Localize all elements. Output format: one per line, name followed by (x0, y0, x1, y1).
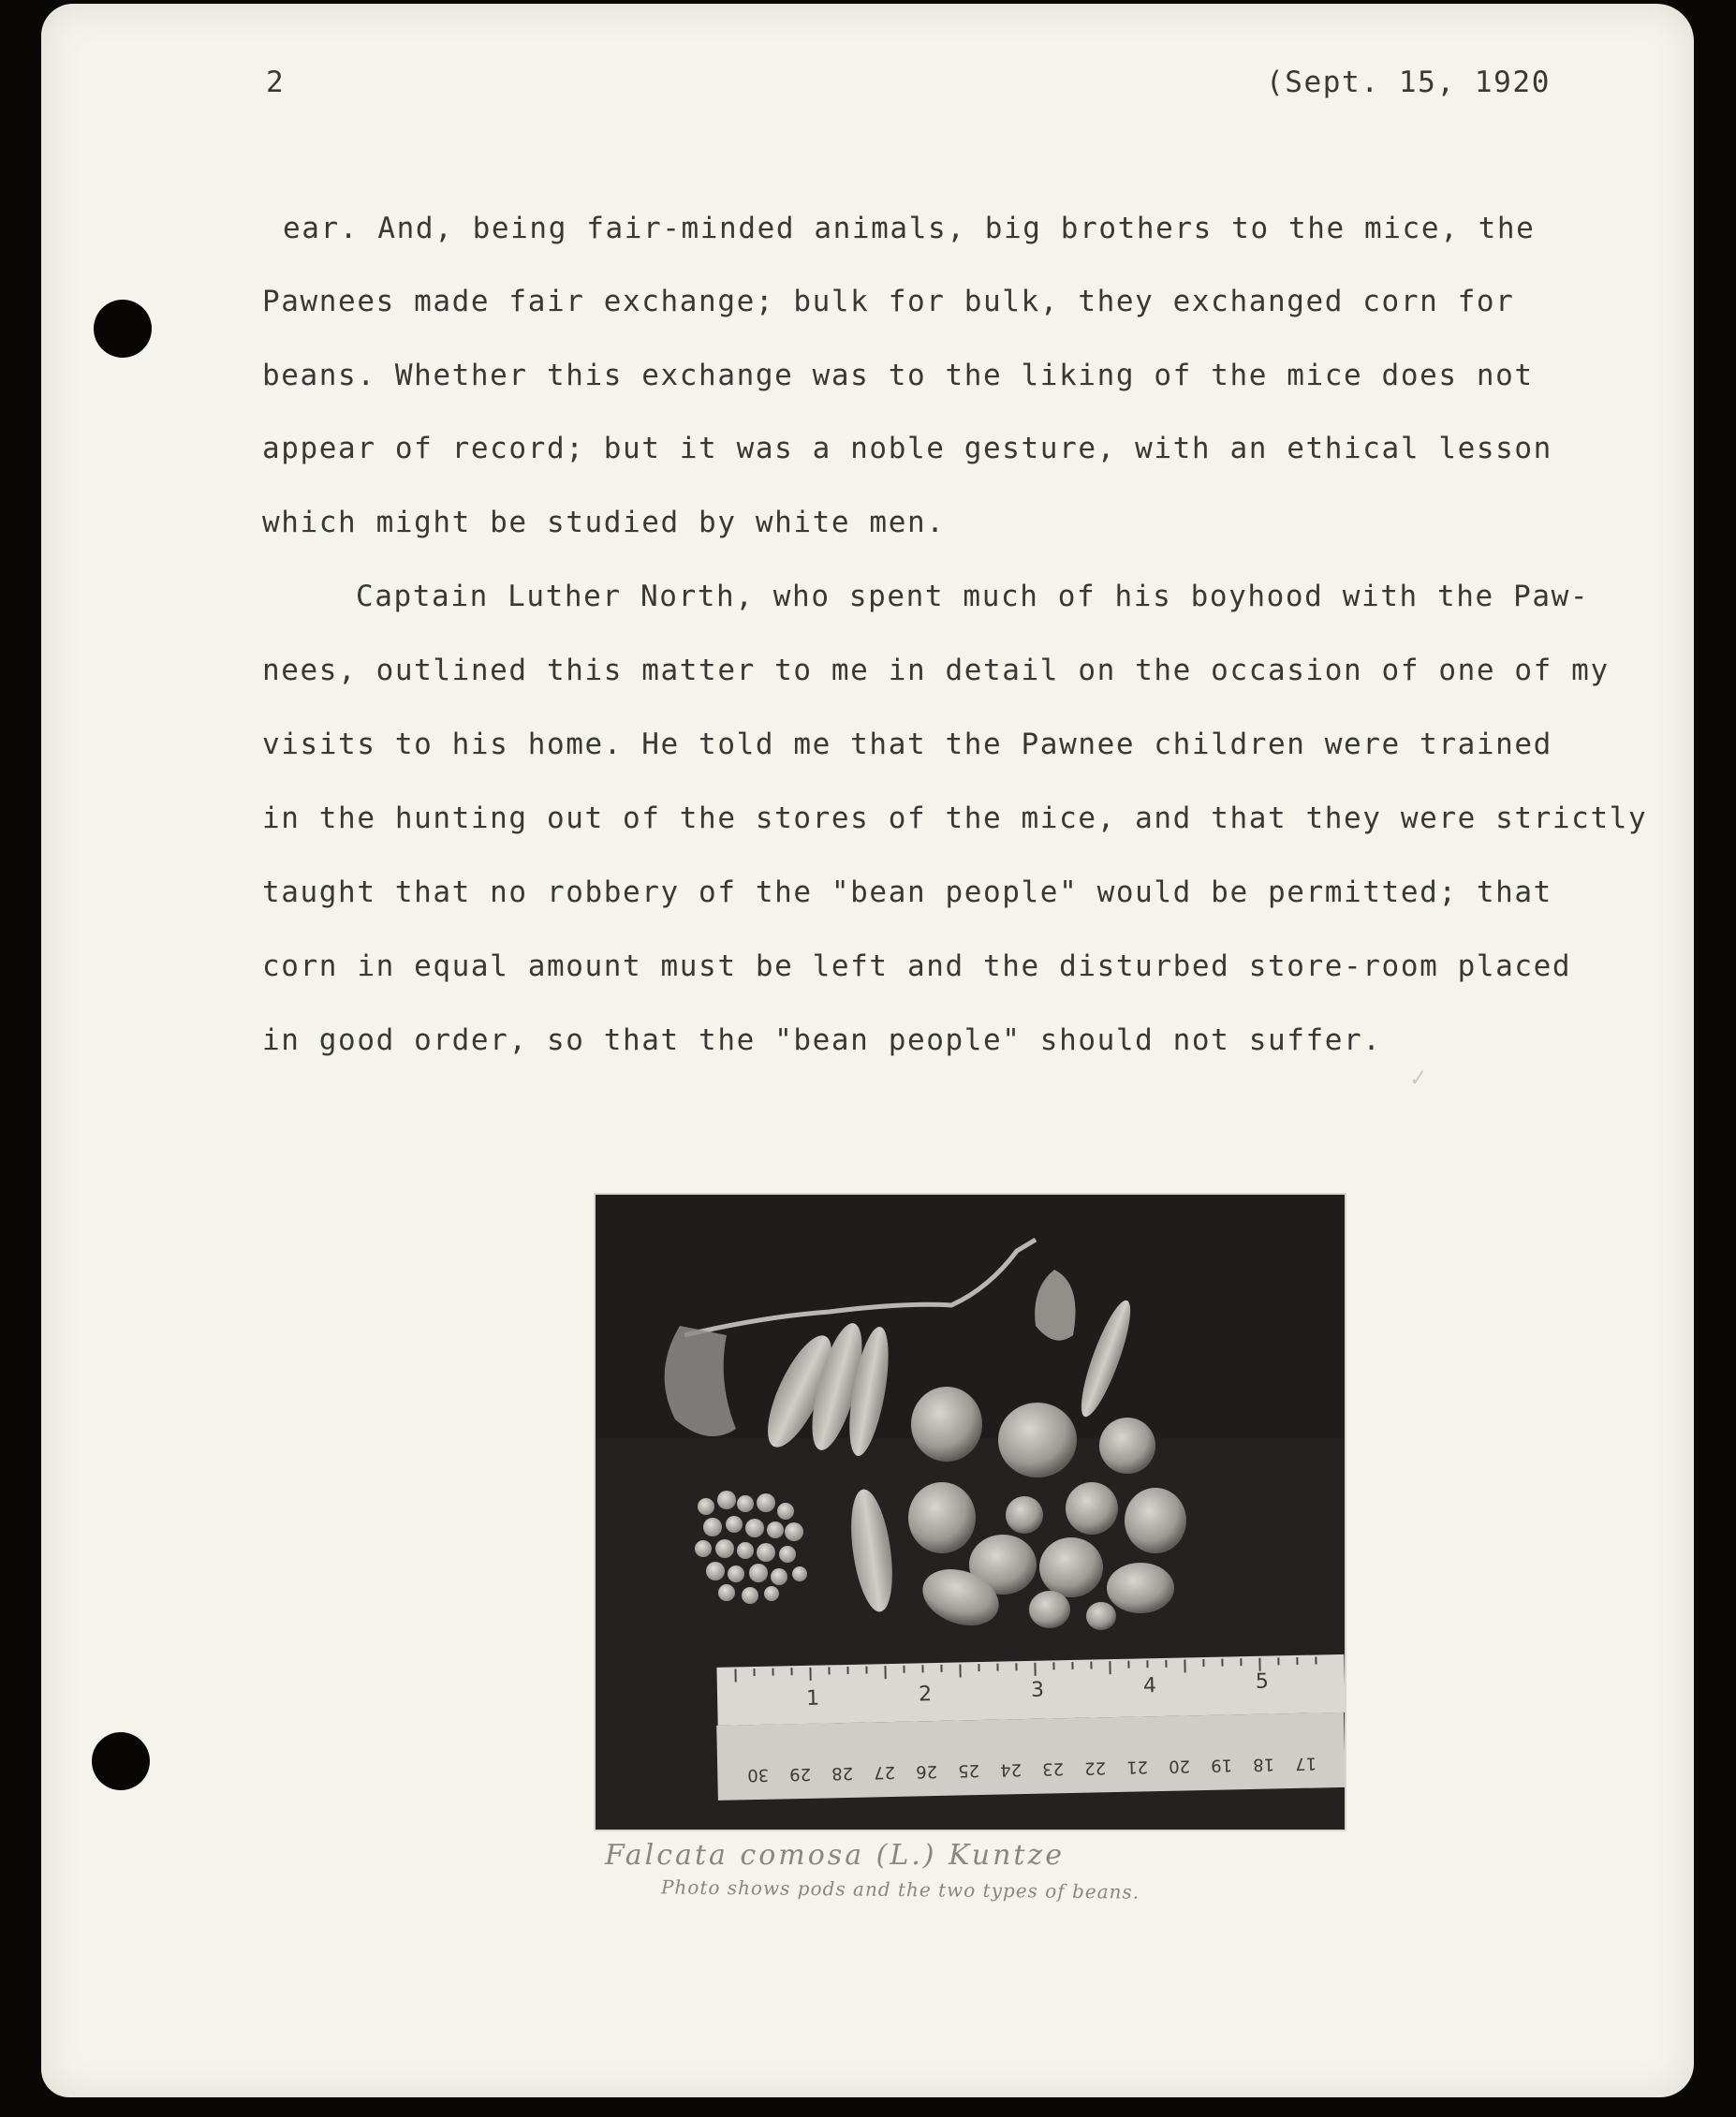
pencil-initials-mark: ✓ (1405, 1066, 1428, 1093)
ruler-top-number: 5 (1255, 1669, 1270, 1694)
ruler-top-number: 4 (1142, 1674, 1157, 1698)
ruler-bottom-number: 17 (1294, 1753, 1317, 1773)
body-line: taught that no robbery of the "bean people" would be permitted; that (262, 875, 1552, 909)
ruler-top-number: 2 (918, 1683, 933, 1707)
ruler-bottom-number: 26 (915, 1760, 938, 1782)
body-line: which might be studied by white men. (262, 506, 946, 539)
body-line: nees, outlined this matter to me in detail on the occasion of one of my (262, 654, 1610, 687)
body-line: visits to his home. He told me that the Pawnee children were trained (262, 728, 1552, 761)
body-line: beans. Whether this exchange was to the liking of the mice does not (262, 359, 1534, 392)
page-number: 2 (266, 66, 286, 99)
body-line: Captain Luther North, who spent much of his boyhood with the Paw- (356, 580, 1590, 613)
specimen-photo-image (596, 1195, 1345, 1830)
ruler-bottom-number: 25 (957, 1760, 980, 1781)
ruler-bottom-number: 29 (789, 1763, 812, 1785)
body-line: in good order, so that the "bean people" should not suffer. (262, 1023, 1382, 1057)
ruler-bottom-number: 21 (1125, 1757, 1149, 1777)
document-page (41, 4, 1694, 2097)
page-date: (Sept. 15, 1920 (1266, 66, 1551, 99)
ruler-bottom-number: 24 (999, 1759, 1022, 1780)
handwritten-photo-description: Photo shows pods and the two types of beans. (660, 1875, 1140, 1904)
body-line: appear of record; but it was a noble gesture, with an ethical lesson (262, 432, 1552, 465)
ruler-bottom-number: 27 (873, 1761, 896, 1783)
punch-hole-bottom (92, 1732, 150, 1790)
ruler-bottom-number: 19 (1210, 1755, 1233, 1775)
body-line: in the hunting out of the stores of the mice, and that they were strictly (262, 801, 1648, 835)
body-line: Pawnees made fair exchange; bulk for bulk, they exchanged corn for (262, 285, 1515, 318)
ruler-bottom-number: 20 (1168, 1756, 1191, 1776)
ruler-bottom-number: 28 (831, 1762, 854, 1784)
specimen-photo (596, 1195, 1345, 1830)
ruler-bottom-number: 23 (1041, 1758, 1065, 1779)
punch-hole-top (94, 300, 152, 358)
body-line: ear. And, being fair-minded animals, big brothers to the mice, the (283, 212, 1536, 245)
ruler-bottom-number: 18 (1252, 1754, 1275, 1774)
ruler-bottom-number: 30 (747, 1764, 770, 1786)
measuring-rulers (716, 1654, 1345, 1801)
ruler-top-number: 3 (1030, 1678, 1045, 1702)
ruler-top-number: 1 (805, 1686, 820, 1711)
handwritten-scientific-name: Falcata comosa (L.) Kuntze (605, 1839, 1066, 1872)
ruler-bottom-number: 22 (1083, 1757, 1107, 1778)
body-line: corn in equal amount must be left and the disturbed store-room placed (262, 949, 1572, 983)
